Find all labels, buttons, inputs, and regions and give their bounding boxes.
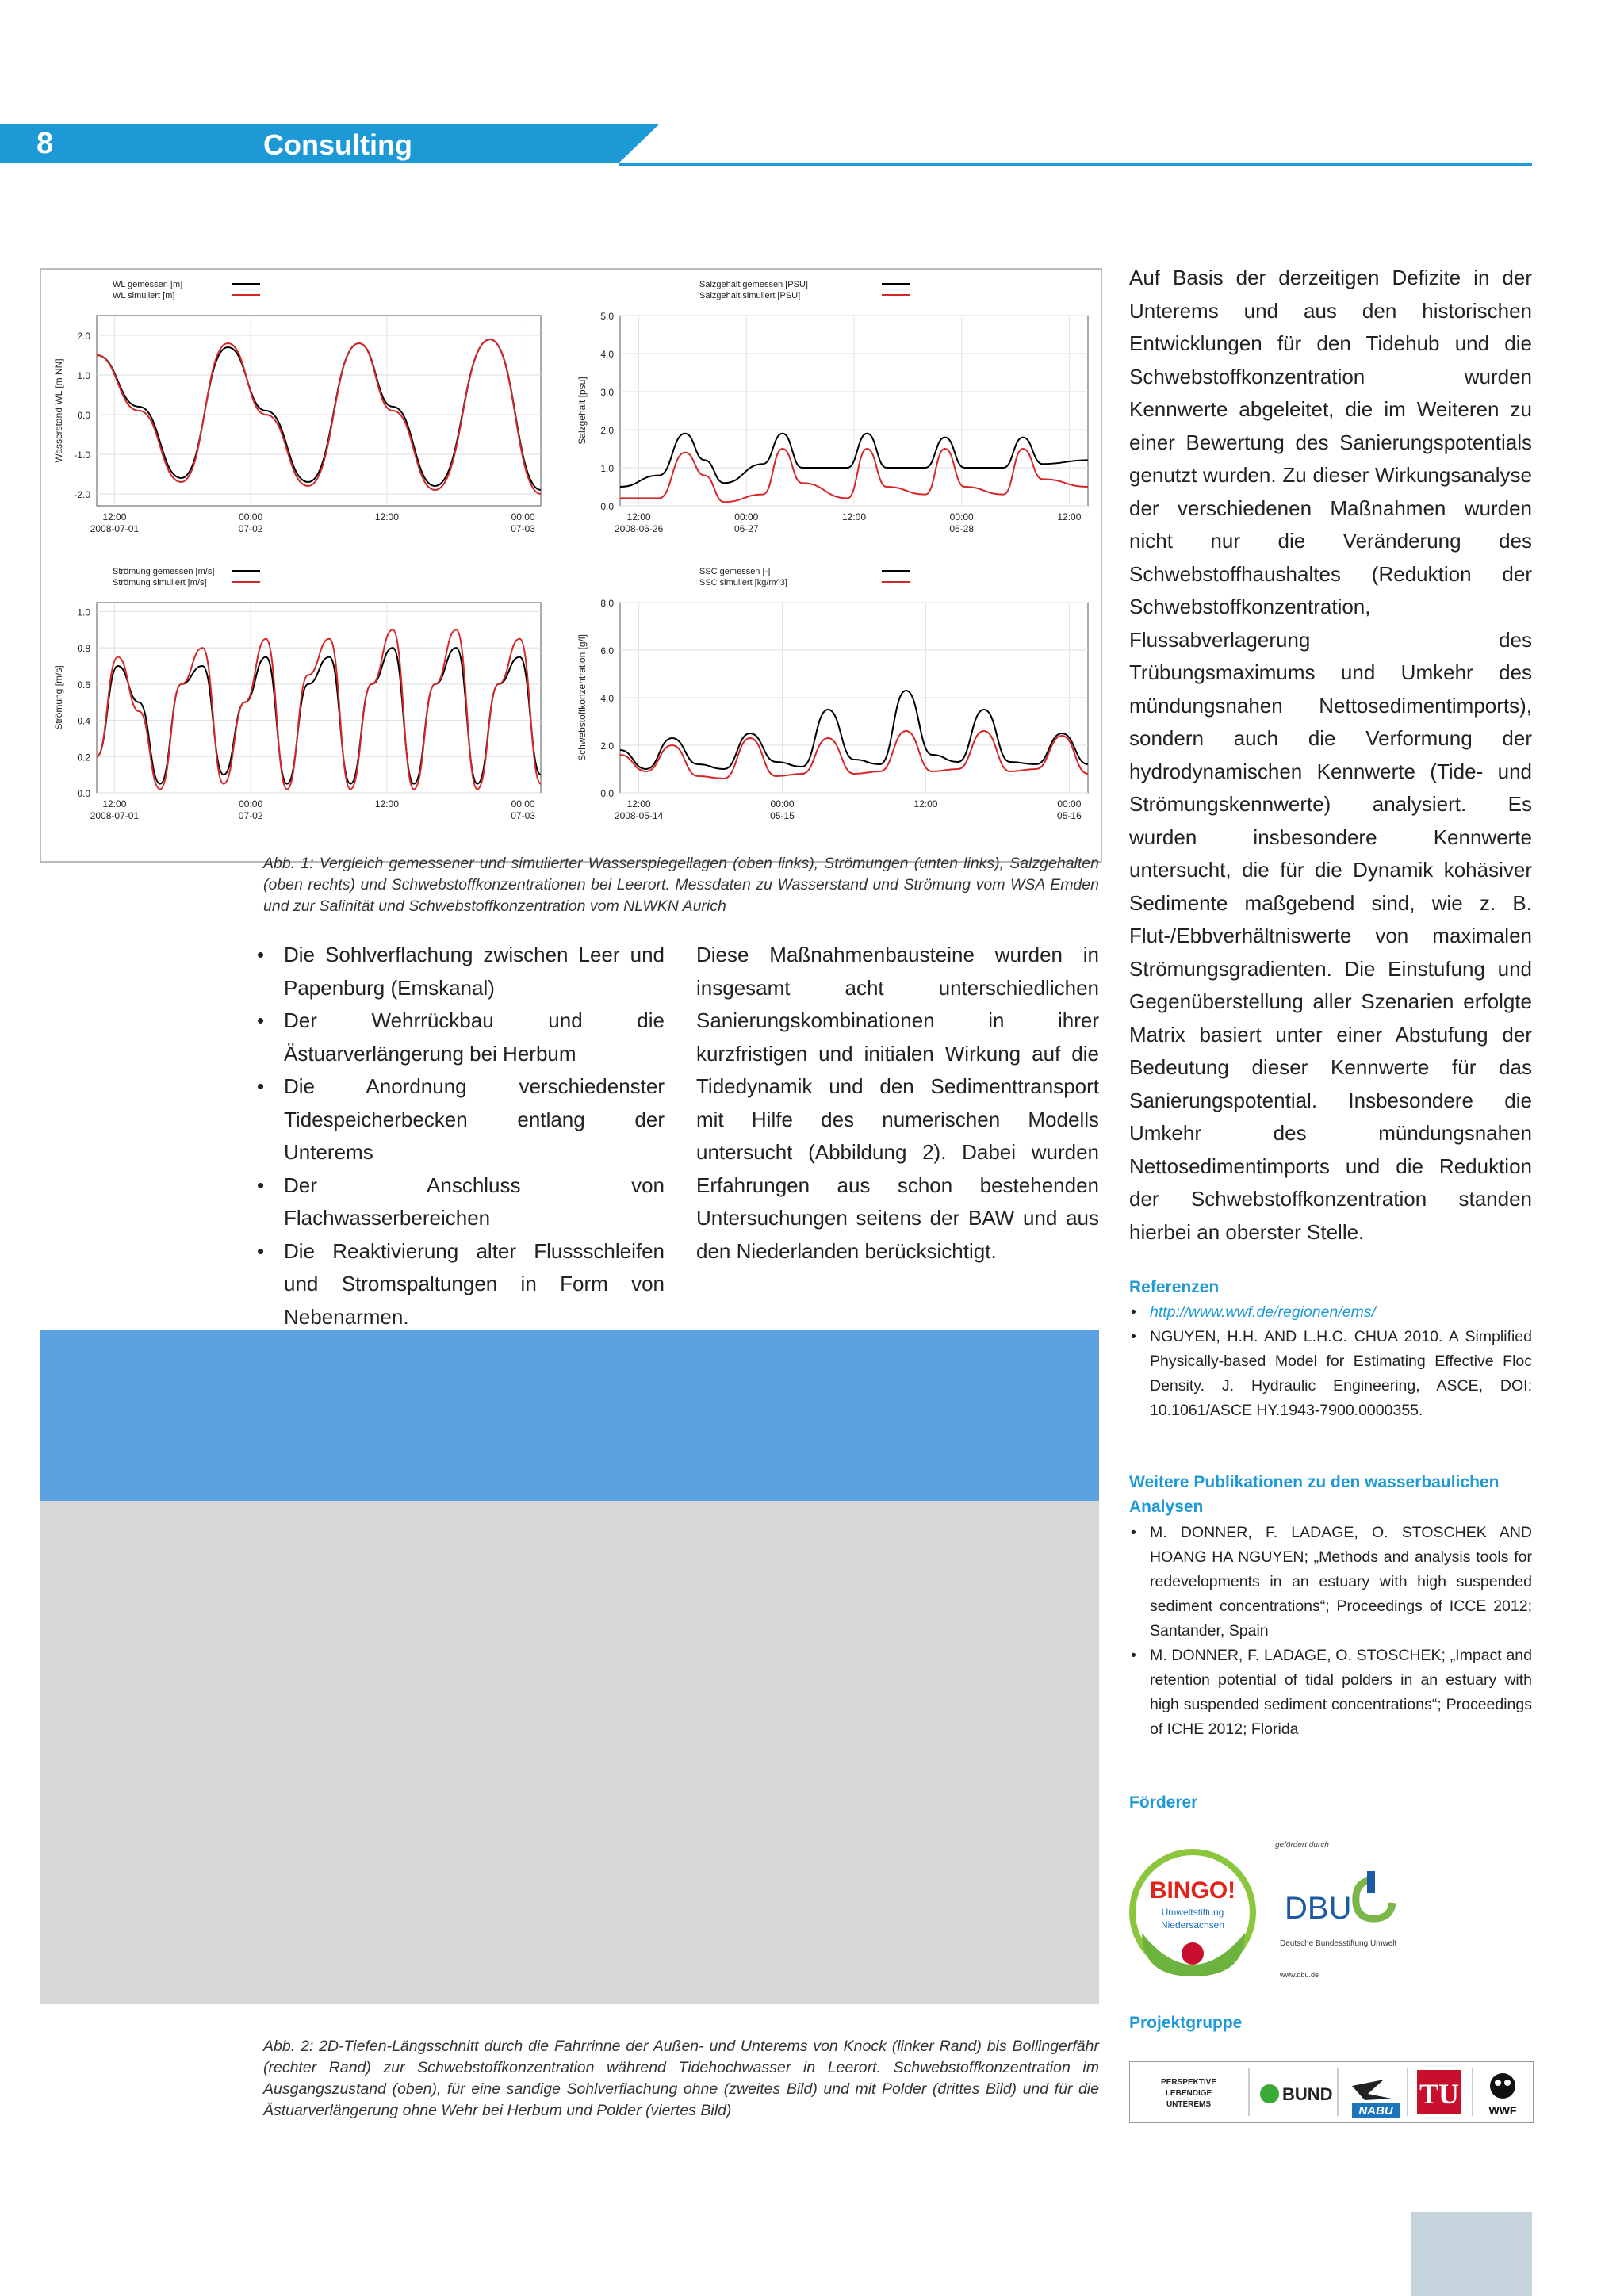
y-tick-label: 1.0 (600, 463, 614, 474)
corner-decoration (1411, 2212, 1532, 2296)
y-tick-label: 0.0 (600, 501, 614, 512)
x-tick-label: 12:00 (374, 798, 399, 809)
dbu-logo (1269, 1836, 1416, 1988)
x-tick-label: 2008-07-01 (90, 810, 140, 821)
legend-label: Salzgehalt gemessen [PSU] (699, 280, 808, 289)
x-tick-label: 12:00 (102, 798, 127, 809)
list-item: • M. DONNER, F. LADAGE, O. STOSCHEK; „Impact and retention potential of tidal polders in an estuary with high suspended sediment concentrations“; Proceedings of ICHE 2012; Florida (1129, 1644, 1532, 1742)
x-tick-label: 12:00 (1057, 511, 1082, 522)
y-tick-label: 1.0 (77, 607, 90, 618)
x-tick-label: 12:00 (841, 511, 867, 522)
x-tick-label: 00:00 (770, 798, 795, 809)
x-tick-label: 12:00 (626, 798, 651, 809)
x-tick-label: 12:00 (374, 511, 399, 522)
x-tick-label: 00:00 (239, 798, 263, 809)
list-item: • Der Anschluss von Flachwasserbereichen (255, 1169, 665, 1235)
x-tick-label: 07-02 (238, 523, 263, 534)
svg-text:PERSPEKTIVE: PERSPEKTIVE (1160, 2078, 1217, 2087)
x-tick-label: 12:00 (626, 511, 651, 522)
x-tick-label: 00:00 (511, 798, 535, 809)
figure-1-charts (41, 270, 1101, 861)
list-item: • Die Anordnung verschiedenster Tidespeicherbecken entlang der Unterems (255, 1070, 665, 1169)
y-tick-label: 3.0 (600, 387, 614, 398)
profile-panel-1 (40, 1330, 1099, 1501)
chart-1 (53, 280, 541, 534)
svg-text:BUND: BUND (1282, 2084, 1333, 2104)
header-rule (619, 163, 1532, 166)
x-tick-label: 06-28 (949, 523, 975, 534)
dbu-sub: Deutsche Bundesstiftung Umwelt (1280, 1939, 1397, 1948)
measures-list (255, 939, 665, 1334)
x-tick-label: 00:00 (734, 511, 759, 522)
y-tick-label: 0.0 (77, 410, 90, 421)
publications-list (1129, 1521, 1532, 1742)
chart-2 (576, 280, 1088, 534)
publications-heading: Weitere Publikationen zu den wasserbaulichen Analysen (1129, 1473, 1500, 1516)
legend-label: Salzgehalt simuliert [PSU] (699, 291, 801, 300)
x-tick-label: 00:00 (511, 511, 535, 522)
x-tick-label: 06-27 (733, 523, 759, 534)
y-tick-label: 0.2 (77, 752, 90, 763)
y-tick-label: 4.0 (600, 693, 614, 704)
bingo-sub1: Umweltstiftung (1161, 1907, 1224, 1918)
figure-2-caption: Abb. 2: 2D-Tiefen-Längsschnitt durch die Fahrrinne der Außen- und Unterems von Knock (linker Rand) bis Bollingerfähr (rechter Rand) zur Schwebstoffkonzentration während Tidehochwasser in Leerort. Schwebstoffkonzentration im Ausgangszustand (oben), für eine sandige Sohlverflachung ohne (zweites Bild) und mit Polder (drittes Bild) und für die Ästuarverlängerung ohne Wehr bei Herbum und Polder (viertes Bild) (263, 2038, 1099, 2119)
bingo-title: BINGO! (1149, 1877, 1236, 1904)
right-paragraph: Auf Basis der derzeitigen Defizite in der Unterems und aus den historischen Entwicklungen für den Tidehub und die Schwebstoffkonzentration wurden Kennwerte abgeleitet, die im Weiteren zu einer Bewertung des Sanierungspotentials genutzt wurden. Zu dieser Wirkungsanalyse der verschiedenen Maßnahmen wurden nicht nur die Veränderung des Schwebstoffhaushaltes (Reduktion der Schwebstoffkonzentration, Flussabverlagerung des Trübungsmaximums und Umkehr des mündungsnahen Nettosedimentimports), sondern auch die Verformung der hydrodynamischen Kennwerte (Tide- und Strömungskennwerte) analysiert. Es wurden insbesondere Kennwerte untersucht, die für die Dynamik kohäsiver Sedimente maßgebend sind, wie z. B. Flut-/Ebbverhältniswerte von maximalen Strömungsgradienten. Die Einstufung und Gegenüberstellung aller Szenarien erfolgte Matrix basiert unter einer Abstufung der Bedeutung dieser Kennwerte für das Sanierungspotential. Insbesondere die Umkehr des mündungsnahen Nettosedimentimports und die Reduktion der Schwebstoffkonzentration standen hierbei an oberster Stelle. (1129, 266, 1532, 1244)
y-tick-label: 1.0 (77, 370, 90, 381)
y-tick-label: 2.0 (600, 425, 614, 436)
list-item[interactable] (1129, 1300, 1532, 1325)
x-tick-label: 07-03 (511, 810, 535, 821)
figure-2-profiles (40, 1330, 1099, 2004)
svg-text:LEBENDIGE: LEBENDIGE (1165, 2089, 1212, 2098)
wwf-link[interactable]: http://www.wwf.de/regionen/ems/ (1150, 1303, 1377, 1321)
list-item: • Die Reaktivierung alter Flussschleifen und Stromspaltungen in Form von Nebenarmen. (255, 1235, 665, 1334)
y-tick-label: -1.0 (74, 450, 90, 461)
x-tick-label: 2008-07-01 (90, 523, 140, 534)
y-tick-label: 2.0 (77, 331, 90, 342)
svg-text:TU: TU (1419, 2078, 1460, 2110)
list-item: • M. DONNER, F. LADAGE, O. STOSCHEK AND HOANG HA NGUYEN; „Methods and analysis tools for redevelopments in an estuary with high suspended sediment concentrations“; Proceedings of ICCE 2012; Santander, Spain (1129, 1521, 1532, 1644)
figure-1 (40, 268, 1102, 863)
legend-label: WL simuliert [m] (113, 291, 175, 300)
dbu-name: DBU (1285, 1891, 1352, 1926)
list-item: • Der Wehrrückbau und die Ästuarverlängerung bei Herbum (255, 1004, 665, 1070)
x-tick-label: 00:00 (1057, 798, 1082, 809)
y-axis-label: Strömung [m/s] (53, 665, 64, 730)
svg-text:UNTEREMS: UNTEREMS (1166, 2100, 1212, 2109)
middle-paragraph: Diese Maßnahmenbausteine wurden in insgesamt acht unterschiedlichen Sanierungskombinationen in ihrer kurzfristigen und initialen Wirkung auf die Tidedynamik und den Sedimenttransport mit Hilfe des numerischen Modells untersucht (Abbildung 2). Dabei wurden Erfahrungen aus schon bestehenden Untersuchungen seitens der BAW und aus den Niederlanden berücksichtigt. (696, 943, 1099, 1263)
x-tick-label: 2008-06-26 (614, 523, 664, 534)
x-tick-label: 05-16 (1057, 810, 1082, 821)
section-title: Consulting (263, 128, 412, 161)
y-tick-label: 0.0 (77, 788, 90, 799)
y-axis-label: Wasserstand WL [m NN] (53, 358, 64, 463)
references-list (1129, 1300, 1532, 1423)
bingo-logo (1126, 1838, 1259, 1987)
y-tick-label: 5.0 (600, 311, 614, 322)
y-tick-label: 4.0 (600, 349, 614, 360)
x-tick-label: 12:00 (914, 798, 938, 809)
x-tick-label: 00:00 (239, 511, 263, 522)
water-body (40, 1330, 1099, 1501)
projektgruppe-heading: Projektgruppe (1129, 2014, 1243, 2032)
y-tick-label: 0.6 (77, 679, 90, 691)
legend-label: Strömung simuliert [m/s] (113, 578, 207, 587)
y-tick-label: 0.4 (77, 715, 90, 727)
y-axis-label: Schwebstoffkonzentration [g/l] (576, 634, 588, 761)
legend-label: SSC gemessen [-] (699, 567, 771, 576)
x-tick-label: 05-15 (770, 810, 795, 821)
y-tick-label: 8.0 (600, 598, 614, 609)
list-item: • NGUYEN, H.H. AND L.H.C. CHUA 2010. A Simplified Physically-based Model for Estimating Effective Floc Density. J. Hydraulic Engineering, ASCE, DOI: 10.1061/ASCE HY.1943-7900.0000355. (1129, 1325, 1532, 1423)
references-heading: Referenzen (1129, 1278, 1220, 1296)
legend-label: SSC simuliert [kg/m^3] (699, 578, 787, 587)
list-item: • Die Sohlverflachung zwischen Leer und Papenburg (Emskanal) (255, 939, 665, 1004)
header-band-slant (619, 124, 660, 163)
y-tick-label: 2.0 (600, 740, 614, 752)
x-tick-label: 12:00 (102, 511, 127, 522)
y-tick-label: 6.0 (600, 645, 614, 656)
x-tick-label: 07-02 (238, 810, 263, 821)
chart-4 (576, 567, 1088, 821)
dbu-top: gefördert durch (1275, 1841, 1329, 1850)
legend-label: Strömung gemessen [m/s] (113, 567, 215, 576)
x-tick-label: 00:00 (949, 511, 974, 522)
y-axis-label: Salzgehalt [psu] (576, 377, 588, 445)
figure-2 (40, 1330, 1099, 2004)
page-number: 8 (36, 127, 54, 160)
bingo-sub2: Niedersachsen (1160, 1919, 1225, 1931)
figure-1-caption: Abb. 1: Vergleich gemessener und simulierter Wasserspiegellagen (oben links), Strömungen (unten links), Salzgehalten (oben rechts) und Schwebstoffkonzentrationen bei Leerort. Messdaten zu Wasserstand und Strömung vom WSA Emden und zur Salinität und Schwebstoffkonzentration vom NLWKN Aurich (263, 855, 1099, 915)
x-tick-label: 07-03 (511, 523, 535, 534)
chart-3 (53, 567, 541, 821)
plot-area (97, 603, 541, 793)
dbu-url: www.dbu.de (1280, 1971, 1320, 1979)
svg-text:WWF: WWF (1488, 2104, 1517, 2117)
x-tick-label: 2008-05-14 (614, 810, 664, 821)
foerderer-heading: Förderer (1129, 1793, 1198, 1812)
y-tick-label: 0.0 (600, 788, 614, 799)
legend-label: WL gemessen [m] (113, 280, 183, 289)
project-group-logos (1129, 2061, 1534, 2123)
svg-text:NABU: NABU (1358, 2104, 1393, 2118)
page-header (0, 124, 1532, 163)
y-tick-label: 0.8 (77, 643, 90, 655)
y-tick-label: -2.0 (74, 489, 90, 500)
